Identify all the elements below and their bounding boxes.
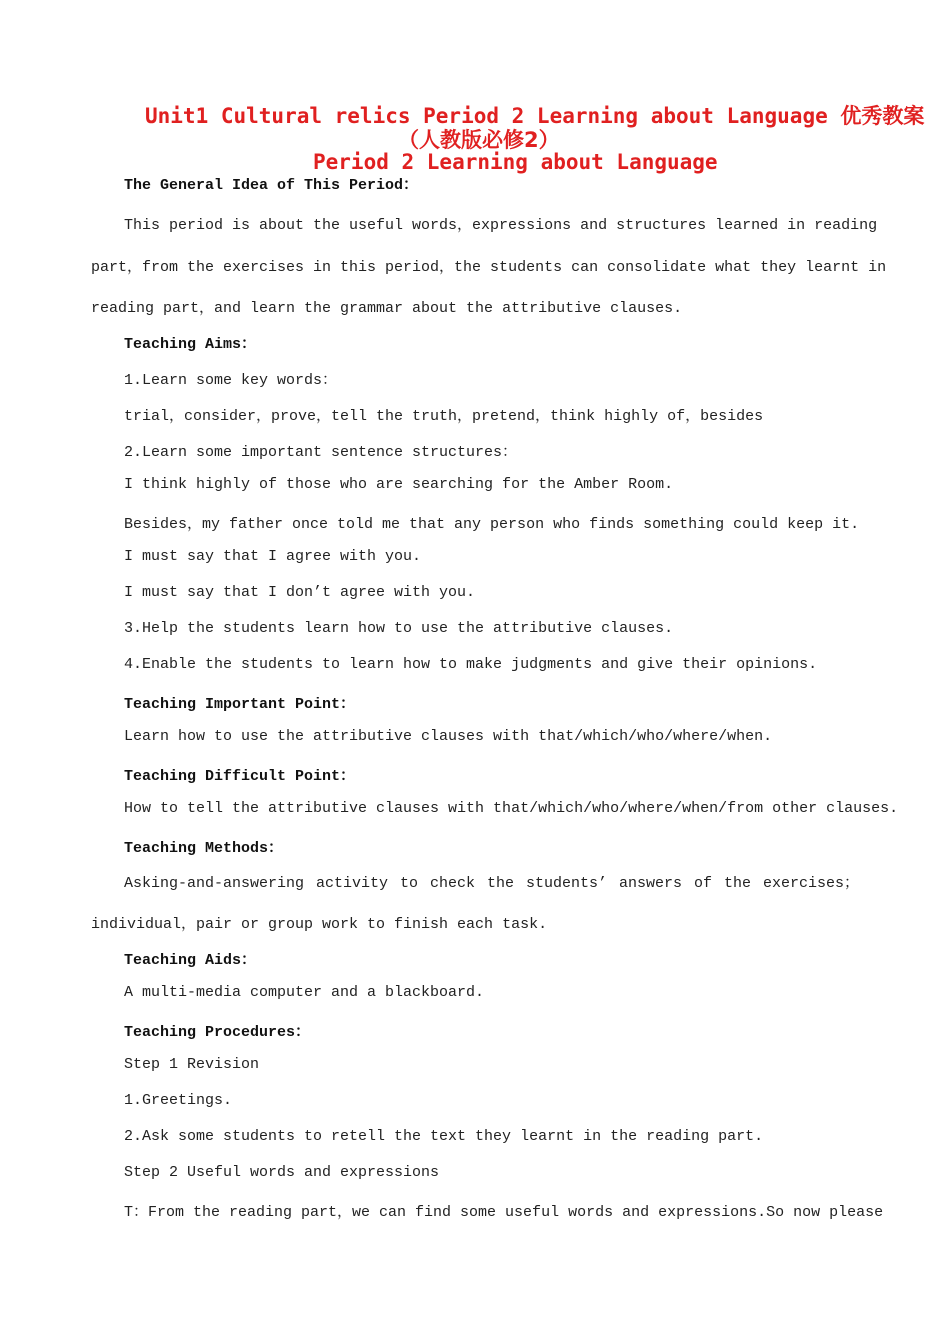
aim-item: 4.Enable the students to learn how to make judgments and give their opinions.: [124, 656, 818, 673]
methods-line: individual，pair or group work to finish each task.: [91, 916, 548, 933]
important-point-text: Learn how to use the attributive clauses with that/which/who/where/when.: [124, 728, 773, 745]
general-idea-line: part，from the exercises in this period，the students can consolidate what they learnt in: [91, 259, 887, 276]
step-heading: Step 1 Revision: [124, 1056, 260, 1073]
sentence-structure: I think highly of those who are searching for the Amber Room.: [124, 476, 674, 493]
document-title: Unit1 Cultural relics Period 2 Learning about Language 优秀教案: [145, 104, 925, 128]
aim-item: 3.Help the students learn how to use the attributive clauses.: [124, 620, 674, 637]
difficult-point-text: How to tell the attributive clauses with that/which/who/where/when/from other clauses.: [124, 800, 899, 817]
aim-item: 1.Learn some key words：: [124, 372, 338, 389]
procedure-item: 1.Greetings.: [124, 1092, 233, 1109]
aids-heading: Teaching Aids：: [124, 952, 257, 969]
period-title: Period 2 Learning about Language: [313, 150, 718, 174]
general-idea-line: This period is about the useful words，expressions and structures learned in reading: [124, 217, 878, 234]
procedures-heading: Teaching Procedures：: [124, 1024, 311, 1041]
aids-text: A multi-media computer and a blackboard.: [124, 984, 485, 1001]
methods-line: Asking-and-answering activity to check the students’ answers of the exercises；: [124, 875, 859, 892]
aims-heading: Teaching Aims：: [124, 336, 257, 353]
step-heading: Step 2 Useful words and expressions: [124, 1164, 440, 1181]
important-point-heading: Teaching Important Point：: [124, 696, 356, 713]
methods-heading: Teaching Methods：: [124, 840, 284, 857]
procedure-item: 2.Ask some students to retell the text they learnt in the reading part.: [124, 1128, 764, 1145]
general-idea-heading: The General Idea of This Period：: [124, 177, 419, 194]
sentence-structure: Besides，my father once told me that any person who finds something could keep it.: [124, 516, 860, 533]
aim-item: 2.Learn some important sentence structures：: [124, 444, 518, 461]
general-idea-line: reading part，and learn the grammar about the attributive clauses.: [91, 300, 683, 317]
difficult-point-heading: Teaching Difficult Point：: [124, 768, 356, 785]
key-words: trial，consider，prove，tell the truth，pretend，think highly of，besides: [124, 408, 764, 425]
document-subtitle: （人教版必修2）: [398, 128, 560, 152]
procedure-text: T：From the reading part，we can find some useful words and expressions.So now please: [124, 1204, 884, 1221]
sentence-structure: I must say that I don’t agree with you.: [124, 584, 476, 601]
sentence-structure: I must say that I agree with you.: [124, 548, 422, 565]
